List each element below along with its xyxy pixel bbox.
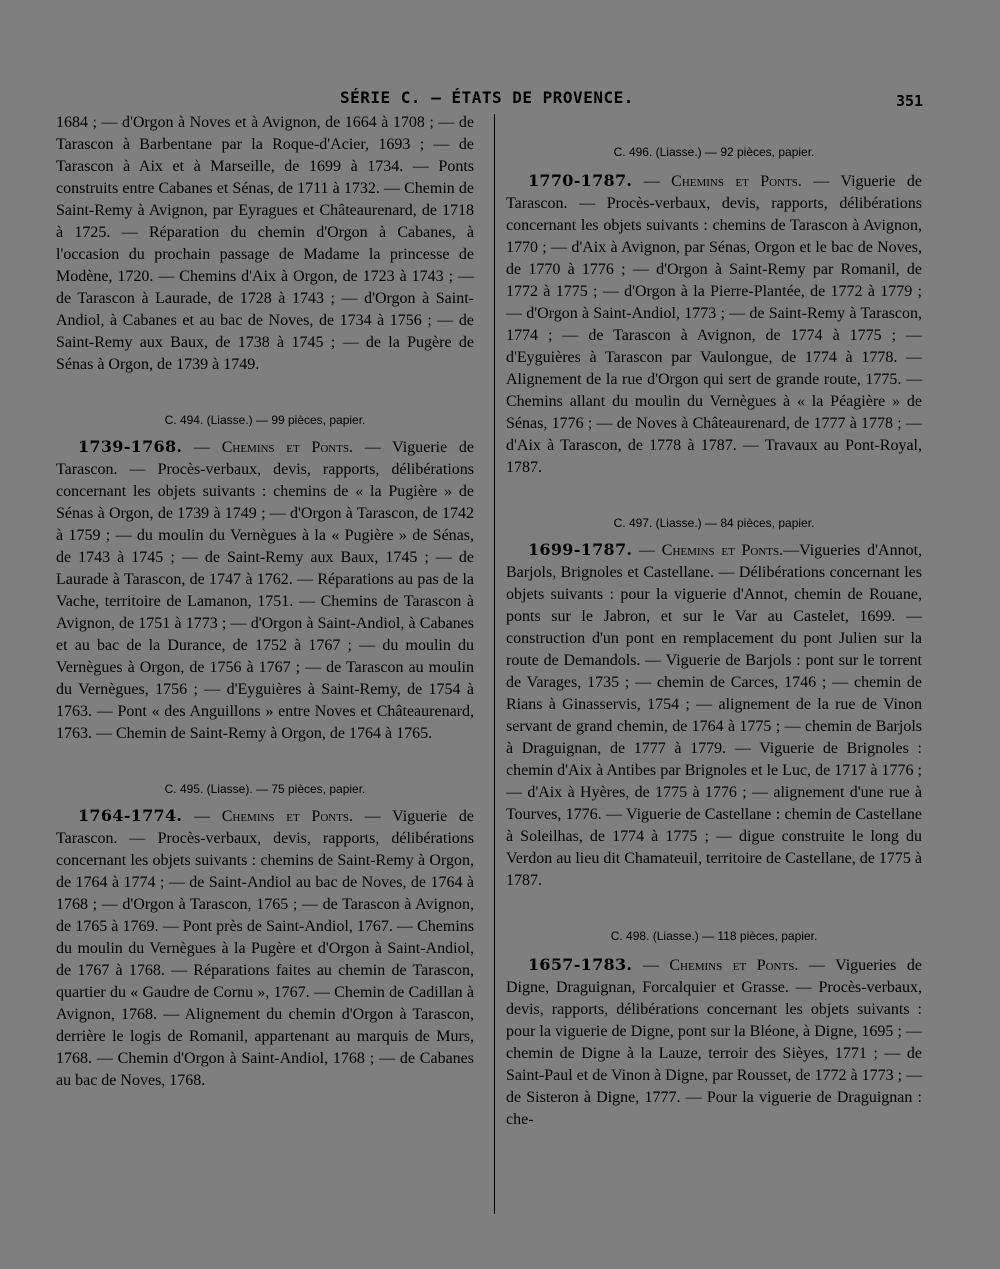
left-column	[56, 112, 474, 1092]
column-divider	[494, 114, 495, 1214]
right-column	[506, 112, 922, 1131]
archive-reference: C. 497. (Liasse.) — 84 pièces, papier.	[613, 516, 815, 530]
entry-text: — Viguerie de Tarascon. — Procès-verbaux, devis, rapports, délibérations concernant les objets suivants : chemins de Saint-Remy à Orgon, de 1764 à 1774 ; — de Saint-Andiol au bac de Noves, de 1764 à 1768 ; — d'Orgon à Tarascon, 1765 ; — de Tarascon à Avignon, de 1765 à 1769. — Pont près de Saint-Andiol, 1767. — Chemins du moulin du Vernègues à la Pugère et d'Orgon à Saint-Andiol, de 1767 à 1768. — Réparations faites au chemin de Tarascon, quartier du « Gaudre de Cornu », 1767. — Chemin de Cadillan à Avignon, 1768. — Alignement du chemin d'Orgon à Tarascon, derrière le logis de Romanil, appartenant au marquis de Murs, 1768. — Chemin d'Orgon à Saint-Andiol, 1768 ; — de Cabanes au bac de Noves, 1768.	[56, 808, 475, 1089]
continuation-paragraph: 1684 ; — d'Orgon à Noves et à Avignon, de 1664 à 1708 ; — de Tarascon à Barbentane par la Roque-d'Acier, 1693 ; — de Tarascon à Aix et à Marseille, de 1699 à 1734. — Ponts construits entre Cabanes et Sénas, de 1711 à 1732. — Chemin de Saint-Remy à Avignon, par Eyragues et Châteaurenard, de 1718 à 1725. — Réparation du chemin d'Orgon à Cabanes, à l'occasion du prochain passage de Madame la princesse de Modène, 1720. — Chemins d'Aix à Orgon, de 1723 à 1743 ; — de Tarascon à Laurade, de 1728 à 1743 ; — d'Orgon à Saint-Andiol, à Cabanes et au bac de Noves, de 1734 à 1756 ; — de Saint-Remy aux Baux, de 1738 à 1745 ; — de la Pugère de Sénas à Orgon, de 1739 à 1749.	[56, 114, 474, 373]
entry-paragraph	[506, 170, 922, 479]
archive-reference: C. 495. (Liasse). — 75 pièces, papier.	[164, 782, 366, 796]
entry-text: — Viguerie de Tarascon. — Procès-verbaux, devis, rapports, délibérations concernant les objets suivants : chemins de « la Pugière » de Sénas à Orgon, de 1739 à 1749 ; — d'Orgon à Tarascon, de 1742 à 1759 ; — du moulin du Vernègues à la « Pugière » de Sénas, de 1743 à 1745 ; — de Saint-Remy aux Baux, 1745 ; — de Laurade à Tarascon, de 1747 à 1762. — Réparations au pas de la Vache, territoire de Lamanon, 1751. — Chemins de Tarascon à Avignon, de 1751 à 1773 ; — d'Orgon à Saint-Andiol, à Cabanes et au bac de la Durance, de 1752 à 1767 ; — du moulin du Vernègues à Orgon, de 1756 à 1767 ; — de Tarascon au moulin du Vernègues, 1756 ; — d'Eyguières à Saint-Remy, de 1754 à 1763. — Pont « des Anguillons » entre Noves et Châteaurenard, 1763. — Chemin de Saint-Remy à Orgon, de 1764 à 1765.	[56, 439, 475, 742]
archive-reference: C. 498. (Liasse.) — 118 pièces, papier.	[610, 929, 818, 943]
entry-text: — Viguerie de Tarascon. — Procès-verbaux, devis, rapports, délibérations concernant les objets suivants : chemins de Tarascon à Avignon, 1770 ; — d'Aix à Avignon, par Sénas, Orgon et le bac de Noves, de 1770 à 1776 ; — d'Orgon à Saint-Remy par Romanil, de 1772 à 1775 ; — d'Orgon à la Pierre-Plantée, de 1772 à 1779 ; — d'Orgon à Saint-Andiol, 1773 ; — de Saint-Remy à Tarascon, 1774 ; — de Tarascon à Avignon, de 1774 à 1775 ; — d'Eyguières à Tarascon par Vaulongue, de 1774 à 1778. — Alignement de la rue d'Orgon qui sert de grande route, 1775. — Chemins allant du moulin du Vernègues à « la Péagière » de Sénas, 1776 ; — de Noves à Châteaurenard, de 1777 à 1778 ; — d'Aix à Tarascon, de 1778 à 1787. — Travaux au Pont-Royal, 1787.	[506, 173, 923, 476]
page-header	[0, 88, 1000, 112]
entry-subject: — Chemins et Ponts.	[194, 808, 354, 825]
page-number: 351	[896, 92, 924, 110]
entry-subject: — Chemins et Ponts.	[194, 439, 354, 456]
entry-dates: 1764-1774.	[78, 806, 183, 825]
entry-subject: — Chemins et Ponts.	[642, 957, 799, 974]
entry-subject: — Chemins et Ponts.	[639, 542, 784, 559]
entry-paragraph	[56, 436, 474, 745]
entry-paragraph	[56, 805, 474, 1092]
entry-dates: 1699-1787.	[528, 540, 633, 559]
archive-reference: C. 496. (Liasse.) — 92 pièces, papier.	[613, 145, 815, 159]
entry-dates: 1770-1787.	[528, 171, 633, 190]
entry-dates: 1657-1783.	[528, 955, 633, 974]
archive-reference: C. 494. (Liasse.) — 99 pièces, papier.	[164, 413, 366, 427]
entry-dates: 1739-1768.	[78, 437, 183, 456]
entry-paragraph	[506, 539, 922, 892]
entry-paragraph	[506, 954, 922, 1131]
entry-text: — Vigueries de Digne, Draguignan, Forcalquier et Grasse. — Procès-verbaux, devis, rapports, délibérations concernant les objets suivants : pour la viguerie de Digne, pont sur la Bléone, à Digne, 1695 ; — chemin de Digne à la Lauze, terroir des Sièyes, 1771 ; — de Saint-Paul et de Vinon à Digne, par Rousset, de 1772 à 1773 ; — de Sisteron à Digne, 1777. — Pour la viguerie de Draguignan : che-	[506, 957, 923, 1128]
running-title: SÉRIE C. — ÉTATS DE PROVENCE.	[340, 88, 634, 107]
entry-subject: — Chemins et Ponts.	[643, 173, 802, 190]
entry-text: —Vigueries d'Annot, Barjols, Brignoles et Castellane. — Délibérations concernant les objets suivants : pour la viguerie d'Annot, chemin de Rouane, ponts sur le Jabron, et sur le Var au Castelet, 1699. — construction d'un pont en remplacement du pont Julien sur la route de Demandols. — Viguerie de Barjols : pont sur le torrent de Varages, 1735 ; — chemin de Carces, 1746 ; — chemin de Rians à Ginasservis, 1754 ; — alignement de la rue de Vinon servant de grand chemin, de 1764 à 1775 ; — chemin de Barjols à Draguignan, de 1777 à 1779. — Viguerie de Brignoles : chemin d'Aix à Antibes par Brignoles et le Luc, de 1717 à 1776 ; — d'Aix à Hyères, de 1775 à 1776 ; — alignement d'une rue à Tourves, 1776. — Viguerie de Castellane : chemin de Castellane à Soleilhas, de 1774 à 1775 ; — digue construite le long du Verdon au lieu dit Chamateuil, territoire de Castellane, de 1775 à 1787.	[506, 542, 923, 889]
